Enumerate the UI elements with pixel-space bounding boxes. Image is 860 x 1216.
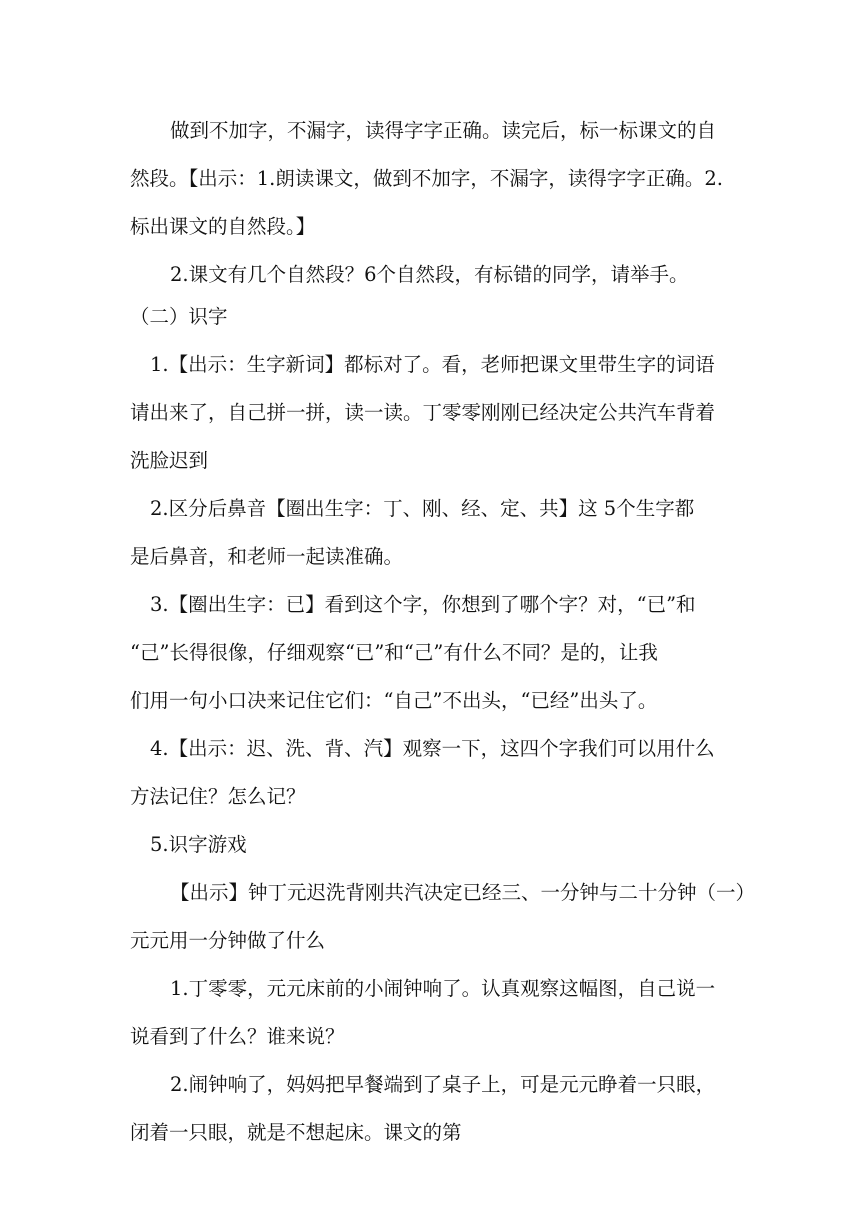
text-line: 方法记住？怎么记？ <box>130 785 306 808</box>
text-line: 4.【出示：迟、洗、背、汽】观察一下，这四个字我们可以用什么 <box>150 737 715 760</box>
text-line: “己”长得很像，仔细观察“已”和“己”有什么不同？是的，让我 <box>130 641 658 664</box>
text-line: 3.【圈出生字：已】看到这个字，你想到了哪个字？对，“已”和 <box>150 593 696 616</box>
text-line: 洗脸迟到 <box>130 449 209 472</box>
text-line: 【出示】钟丁元迟洗背刚共汽决定已经三、一分钟与二十分钟（一） <box>170 881 756 904</box>
text-line: 1.【出示：生字新词】都标对了。看，老师把课文里带生字的词语 <box>150 353 715 376</box>
document-body <box>130 112 756 1152</box>
text-line: 做到不加字，不漏字，读得字字正确。读完后，标一标课文的自 <box>170 119 717 142</box>
text-line: 然段。【出示：1.朗读课文，做到不加字，不漏字，读得字字正确。2. <box>130 167 723 190</box>
text-line: 请出来了，自己拼一拼，读一读。丁零零刚刚已经决定公共汽车背着 <box>130 401 716 424</box>
text-line: 说看到了什么？谁来说？ <box>130 1025 345 1048</box>
section-heading: （二）识字 <box>130 305 228 328</box>
text-line: 是后鼻音，和老师一起读准确。 <box>130 545 404 568</box>
text-line: 2.课文有几个自然段？6个自然段，有标错的同学，请举手。 <box>170 263 689 286</box>
text-line: 标出课文的自然段。】 <box>130 215 316 238</box>
text-line: 们用一句小口决来记住它们：“自己”不出头，“已经”出头了。 <box>130 689 658 712</box>
text-line: 元元用一分钟做了什么 <box>130 929 326 952</box>
text-line: 5.识字游戏 <box>150 833 247 856</box>
text-line: 2.区分后鼻音【圈出生字：丁、刚、经、定、共】这 5个生字都 <box>150 497 695 520</box>
text-line: 闭着一只眼，就是不想起床。课文的第 <box>130 1121 462 1144</box>
text-line: 2.闹钟响了，妈妈把早餐端到了桌子上，可是元元睁着一只眼， <box>170 1073 716 1096</box>
text-line: 1.丁零零，元元床前的小闹钟响了。认真观察这幅图，自己说一 <box>170 977 716 1000</box>
